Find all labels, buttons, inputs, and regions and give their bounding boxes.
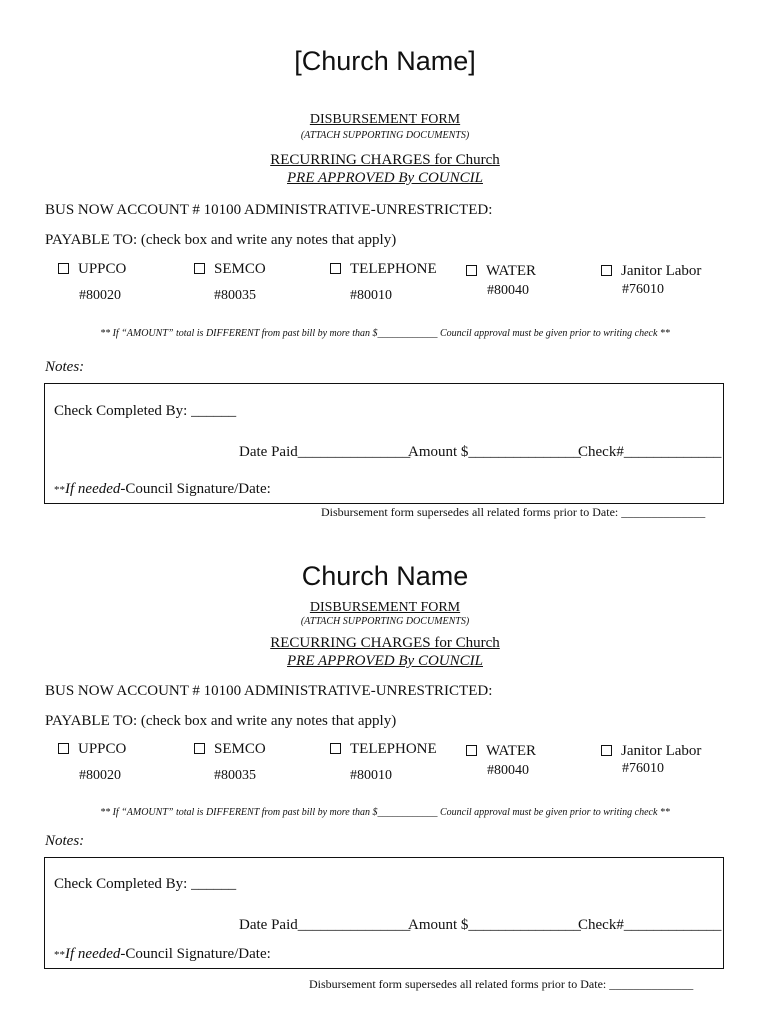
notes-label: Notes: xyxy=(45,359,85,375)
checkbox[interactable] xyxy=(466,745,477,756)
check-completed-by[interactable]: Check Completed By: ______ xyxy=(54,876,237,892)
payee-name: UPPCO xyxy=(78,261,127,277)
check-completed-by[interactable]: Check Completed By: ______ xyxy=(54,403,237,419)
payee-name: SEMCO xyxy=(214,741,266,757)
payee-account: #80020 xyxy=(79,288,121,303)
form-heading: DISBURSEMENT FORM xyxy=(309,600,461,615)
check-number-field[interactable]: Check#_____________ xyxy=(578,444,722,460)
church-name-title: Church Name xyxy=(301,561,469,591)
amount-field[interactable]: Amount $_______________ xyxy=(408,444,581,460)
notes-label: Notes: xyxy=(45,833,85,849)
sig-if-needed: If needed xyxy=(65,481,121,497)
payee-telephone[interactable] xyxy=(330,741,437,758)
payable-line: PAYABLE TO: (check box and write any notes that apply) xyxy=(45,713,397,729)
payee-name: TELEPHONE xyxy=(350,741,437,757)
sig-rest: -Council Signature/Date: xyxy=(120,481,271,497)
payable-line: PAYABLE TO: (check box and write any notes that apply) xyxy=(45,232,397,248)
date-paid-field[interactable]: Date Paid_______________ xyxy=(239,917,411,933)
amount-warning: ** If “AMOUNT” total is DIFFERENT from past bill by more than $____________ Council approval must be given prior to writing check ** xyxy=(100,328,670,339)
pre-approved: PRE APPROVED By COUNCIL xyxy=(287,170,483,186)
payee-name: Janitor Labor xyxy=(621,263,702,279)
payee-janitor-labor[interactable] xyxy=(601,743,701,760)
payee-account: #80010 xyxy=(350,768,392,783)
checkbox[interactable] xyxy=(58,743,69,754)
payee-name: SEMCO xyxy=(214,261,266,277)
checkbox[interactable] xyxy=(330,743,341,754)
payee-name: Janitor Labor xyxy=(621,743,702,759)
supersedes-footer: Disbursement form supersedes all related forms prior to Date: ______________ xyxy=(309,977,694,991)
payee-account: #76010 xyxy=(622,282,664,297)
payee-account: #80040 xyxy=(487,283,529,298)
pre-approved: PRE APPROVED By COUNCIL xyxy=(287,653,483,669)
payee-account: #80020 xyxy=(79,768,121,783)
payee-name: UPPCO xyxy=(78,741,127,757)
amount-field[interactable]: Amount $_______________ xyxy=(408,917,581,933)
payee-account: #76010 xyxy=(622,761,664,776)
payee-semco[interactable] xyxy=(194,741,266,758)
attach-note: (ATTACH SUPPORTING DOCUMENTS) xyxy=(300,130,470,141)
checkbox[interactable] xyxy=(601,745,612,756)
account-line: BUS NOW ACCOUNT # 10100 ADMINISTRATIVE-UNRESTRICTED: xyxy=(45,202,493,218)
payee-water[interactable] xyxy=(466,743,536,760)
payee-name: TELEPHONE xyxy=(350,261,437,277)
recurring-charges: RECURRING CHARGES for Church xyxy=(270,635,500,651)
attach-note: (ATTACH SUPPORTING DOCUMENTS) xyxy=(300,616,470,627)
recurring-charges: RECURRING CHARGES for Church xyxy=(270,152,500,168)
checkbox[interactable] xyxy=(194,743,205,754)
check-number-field[interactable]: Check#_____________ xyxy=(578,917,722,933)
payee-account: #80035 xyxy=(214,288,256,303)
payee-uppco[interactable] xyxy=(58,741,126,758)
amount-warning: ** If “AMOUNT” total is DIFFERENT from past bill by more than $____________ Council approval must be given prior to writing check ** xyxy=(100,807,670,818)
church-name-title: [Church Name] xyxy=(294,46,476,76)
sig-prefix: ** xyxy=(54,949,65,961)
account-line: BUS NOW ACCOUNT # 10100 ADMINISTRATIVE-UNRESTRICTED: xyxy=(45,683,493,699)
sig-prefix: ** xyxy=(54,484,65,496)
supersedes-footer: Disbursement form supersedes all related forms prior to Date: ______________ xyxy=(321,505,706,519)
payee-account: #80035 xyxy=(214,768,256,783)
payee-account: #80040 xyxy=(487,763,529,778)
sig-if-needed: If needed xyxy=(65,946,121,962)
date-paid-field[interactable]: Date Paid_______________ xyxy=(239,444,411,460)
check-info-box xyxy=(44,857,724,969)
form-heading: DISBURSEMENT FORM xyxy=(309,112,461,127)
payee-account: #80010 xyxy=(350,288,392,303)
council-signature-field[interactable] xyxy=(54,946,271,963)
sig-rest: -Council Signature/Date: xyxy=(120,946,271,962)
payee-name: WATER xyxy=(486,743,536,759)
payee-name: WATER xyxy=(486,263,536,279)
